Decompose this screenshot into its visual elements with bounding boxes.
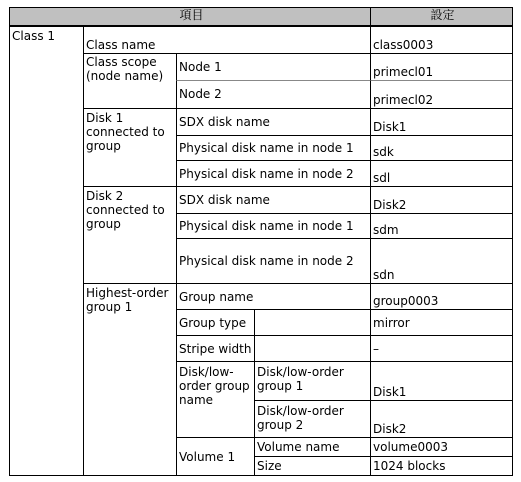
- disk1-label: Disk 1 connected to group: [83, 108, 177, 186]
- stripe-width-blank: [254, 335, 371, 361]
- volume-label: Volume 1: [176, 437, 255, 475]
- disk1-sdx-value: Disk1: [370, 108, 512, 135]
- disk2-sdx-value: Disk2: [370, 186, 512, 213]
- disk-low-1-label: Disk/low-order group 1: [254, 361, 371, 400]
- node-2-label: Node 2: [176, 80, 371, 108]
- volume-name-value: volume0003: [370, 437, 512, 456]
- volume-name-label: Volume name: [254, 437, 371, 456]
- disk1-node1-label: Physical disk name in node 1: [176, 135, 371, 160]
- disk1-node1-value: sdk: [370, 135, 512, 160]
- disk1-node2-label: Physical disk name in node 2: [176, 160, 371, 186]
- size-label: Size: [254, 456, 371, 475]
- group-name-value: group0003: [370, 283, 512, 309]
- class-name-label: Class name: [83, 27, 371, 53]
- header-setting: 設定: [370, 8, 512, 27]
- class-name-value: class0003: [370, 27, 512, 53]
- group-label: Highest-order group 1: [83, 283, 177, 475]
- group-type-label: Group type: [176, 309, 255, 335]
- disk-low-label: Disk/low-order group name: [176, 361, 255, 437]
- header-item: 項目: [10, 8, 371, 27]
- disk2-node1-label: Physical disk name in node 1: [176, 213, 371, 238]
- stripe-width-label: Stripe width: [176, 335, 255, 361]
- disk-low-1-value: Disk1: [370, 361, 512, 400]
- disk2-node2-label: Physical disk name in node 2: [176, 238, 371, 283]
- disk-low-2-value: Disk2: [370, 400, 512, 437]
- config-table: [9, 7, 513, 476]
- class-scope-label: Class scope (node name): [83, 53, 177, 108]
- group-type-value: mirror: [370, 309, 512, 335]
- node-2-value: primecl02: [370, 80, 512, 108]
- disk2-sdx-label: SDX disk name: [176, 186, 371, 213]
- stripe-width-value: –: [370, 335, 512, 361]
- size-value: 1024 blocks: [370, 456, 512, 475]
- class-label: Class 1: [12, 29, 56, 43]
- disk2-node1-value: sdm: [370, 213, 512, 238]
- node-1-label: Node 1: [176, 53, 371, 80]
- group-name-label: Group name: [176, 283, 371, 309]
- disk1-node2-value: sdl: [370, 160, 512, 186]
- node-1-value: primecl01: [370, 53, 512, 80]
- disk2-label: Disk 2 connected to group: [83, 186, 177, 283]
- disk1-sdx-label: SDX disk name: [176, 108, 371, 135]
- group-type-blank: [254, 309, 371, 335]
- disk2-node2-value: sdn: [370, 238, 512, 283]
- disk-low-2-label: Disk/low-order group 2: [254, 400, 371, 437]
